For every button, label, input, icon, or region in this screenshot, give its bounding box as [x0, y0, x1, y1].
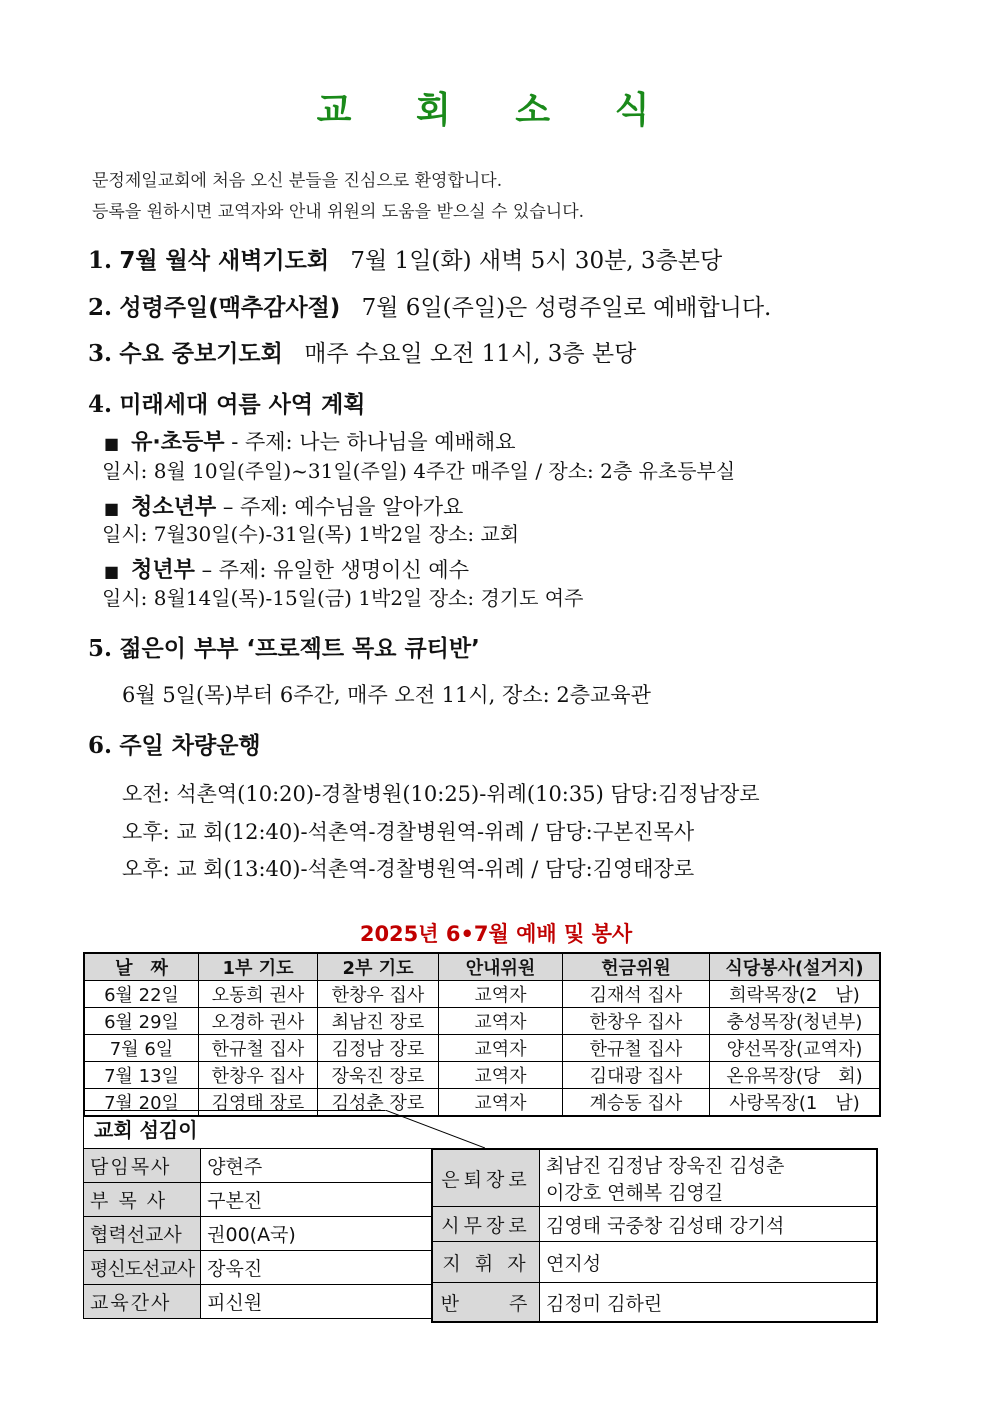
section-detail: 7월 6일(주일)은 성령주일로 예배합니다. — [361, 295, 772, 321]
staff-name: 권00(A국) — [201, 1217, 441, 1251]
staff-name: 구본진 — [201, 1183, 441, 1217]
table-row — [84, 1062, 880, 1089]
page-title: 교 회 소 식 — [316, 90, 676, 131]
section-5 — [88, 630, 480, 663]
table-cell: 오경하 권사 — [199, 1008, 318, 1035]
column-header: 1부 기도 — [199, 953, 318, 981]
group-name: 청년부 — [131, 558, 195, 583]
table-row — [84, 1035, 880, 1062]
table-cell: 김재석 집사 — [563, 981, 710, 1008]
service-schedule-table — [83, 952, 881, 1117]
staff-role: 평신도선교사 — [84, 1251, 201, 1285]
section-heading: 수요 중보기도회 — [119, 341, 283, 367]
table-cell: 희락목장(2 남) — [710, 981, 881, 1008]
section-heading: 주일 차량운행 — [119, 733, 261, 759]
table-cell: 교역자 — [439, 981, 563, 1008]
column-header: 2부 기도 — [318, 953, 439, 981]
section-2 — [88, 289, 771, 322]
section-number: 1. — [88, 247, 113, 274]
group-name: 유·초등부 — [131, 430, 225, 455]
table-cell: 7월 6일 — [84, 1035, 199, 1062]
intro-line-2: 등록을 원하시면 교역자와 안내 위원의 도움을 받으실 수 있습니다. — [92, 202, 585, 222]
section-number: 2. — [88, 294, 113, 321]
table-cell: 교역자 — [439, 1008, 563, 1035]
staff-name: 피신원 — [201, 1285, 441, 1319]
section-1 — [88, 242, 722, 275]
column-header: 헌금위원 — [563, 953, 710, 981]
table-cell: 6월 29일 — [84, 1008, 199, 1035]
staff-names — [540, 1149, 878, 1207]
staff-role: 은퇴장로 — [432, 1149, 540, 1207]
section-3 — [88, 335, 636, 368]
section-heading: 미래세대 여름 사역 계획 — [119, 392, 366, 418]
table-cell: 오동희 권사 — [199, 981, 318, 1008]
staff-section-title: 교회 섬김이 — [83, 1110, 385, 1148]
column-header: 날 짜 — [84, 953, 199, 981]
table-cell: 교역자 — [439, 1089, 563, 1117]
section-4 — [88, 386, 366, 419]
staff-row — [84, 1251, 441, 1285]
staff-name: 연지성 — [540, 1242, 878, 1283]
youth-group-teen — [104, 490, 463, 521]
table-cell: 충성목장(청년부) — [710, 1008, 881, 1035]
table-cell: 6월 22일 — [84, 981, 199, 1008]
staff-name-line: 이강호 연해복 김영길 — [546, 1182, 724, 1204]
staff-role: 부 목 사 — [84, 1183, 201, 1217]
column-header: 식당봉사(설거지) — [710, 953, 881, 981]
table-cell: 김영태 장로 — [199, 1089, 318, 1117]
column-header: 안내위원 — [439, 953, 563, 981]
section-number: 6. — [88, 732, 113, 759]
table-row — [84, 981, 880, 1008]
staff-row — [84, 1149, 441, 1183]
group-theme: - 주제: 나는 하나님을 예배해요 — [231, 430, 516, 454]
section-detail: 7월 1일(화) 새벽 5시 30분, 3층본당 — [350, 248, 723, 274]
route-afternoon-1: 오후: 교 회(12:40)-석촌역-경찰병원역-위례 / 담당:구본진목사 — [122, 820, 695, 844]
table-cell: 사랑목장(1 남) — [710, 1089, 881, 1117]
staff-role: 반 주 — [432, 1283, 540, 1323]
staff-row — [432, 1149, 877, 1207]
table-cell: 7월 20일 — [84, 1089, 199, 1117]
staff-name: 김정미 김하린 — [540, 1283, 878, 1323]
table-cell: 한창우 집사 — [563, 1008, 710, 1035]
staff-name: 양현주 — [201, 1149, 441, 1183]
table-cell: 7월 13일 — [84, 1062, 199, 1089]
staff-row — [84, 1183, 441, 1217]
staff-role: 지 휘 자 — [432, 1242, 540, 1283]
table-header-row — [84, 953, 880, 981]
staff-name: 김영태 국중창 김성태 강기석 — [540, 1207, 878, 1242]
table-cell: 한창우 집사 — [318, 981, 439, 1008]
group-name: 청소년부 — [131, 495, 217, 520]
staff-row — [432, 1242, 877, 1283]
section-heading: 성령주일(맥추감사절) — [119, 295, 341, 321]
table-cell: 교역자 — [439, 1035, 563, 1062]
table-cell: 김정남 장로 — [318, 1035, 439, 1062]
table-cell: 한규철 집사 — [563, 1035, 710, 1062]
table-cell: 양선목장(교역자) — [710, 1035, 881, 1062]
table-cell: 한규철 집사 — [199, 1035, 318, 1062]
route-morning: 오전: 석촌역(10:20)-경찰병원(10:25)-위례(10:35) 담당:김정남장로 — [122, 782, 760, 806]
section-number: 3. — [88, 340, 113, 367]
staff-role: 담임목사 — [84, 1149, 201, 1183]
diagonal-divider — [385, 1110, 485, 1148]
table-cell: 온유목장(당 회) — [710, 1062, 881, 1089]
staff-role: 시무장로 — [432, 1207, 540, 1242]
square-bullet-icon: ■ — [104, 499, 120, 518]
table-cell: 김대광 집사 — [563, 1062, 710, 1089]
youth-group-elementary — [104, 425, 516, 456]
staff-row — [432, 1283, 877, 1323]
table-cell: 계승동 집사 — [563, 1089, 710, 1117]
section-detail: 매주 수요일 오전 11시, 3층 본당 — [304, 341, 637, 367]
staff-name: 장욱진 — [201, 1251, 441, 1285]
staff-table-right — [431, 1148, 878, 1323]
group-detail-elementary: 일시: 8월 10일(주일)~31일(주일) 4주간 매주일 / 장소: 2층 유초등부실 — [102, 459, 736, 483]
staff-row — [84, 1217, 441, 1251]
square-bullet-icon: ■ — [104, 562, 120, 581]
section-heading: 젊은이 부부 ‘프로젝트 목요 큐티반’ — [119, 636, 480, 662]
section-heading: 7월 월삭 새벽기도회 — [119, 248, 330, 274]
section-number: 5. — [88, 635, 113, 662]
table-cell: 교역자 — [439, 1062, 563, 1089]
table-cell: 김성춘 장로 — [318, 1089, 439, 1117]
staff-row — [432, 1207, 877, 1242]
youth-group-young-adult — [104, 553, 469, 584]
staff-role: 협력선교사 — [84, 1217, 201, 1251]
group-detail-young-adult: 일시: 8월14일(목)-15일(금) 1박2일 장소: 경기도 여주 — [102, 586, 584, 610]
intro-line-1: 문정제일교회에 처음 오신 분들을 진심으로 환영합니다. — [92, 171, 503, 191]
table-row — [84, 1008, 880, 1035]
section-number: 4. — [88, 391, 113, 418]
church-staff-section — [83, 1110, 881, 1320]
staff-row — [84, 1285, 441, 1319]
section-6 — [88, 727, 261, 760]
section-5-detail: 6월 5일(목)부터 6주간, 매주 오전 11시, 장소: 2층교육관 — [122, 683, 651, 707]
group-detail-teen: 일시: 7월30일(수)-31일(목) 1박2일 장소: 교회 — [102, 522, 520, 546]
group-theme: – 주제: 예수님을 알아가요 — [222, 495, 464, 519]
table-cell: 한창우 집사 — [199, 1062, 318, 1089]
route-afternoon-2: 오후: 교 회(13:40)-석촌역-경찰병원역-위례 / 담당:김영태장로 — [122, 857, 695, 881]
square-bullet-icon: ■ — [104, 434, 120, 453]
table-cell: 최남진 장로 — [318, 1008, 439, 1035]
staff-role: 교육간사 — [84, 1285, 201, 1319]
table-cell: 장욱진 장로 — [318, 1062, 439, 1089]
staff-name-line: 최남진 김정남 장욱진 김성춘 — [546, 1155, 785, 1177]
schedule-title: 2025년 6•7월 예배 및 봉사 — [359, 922, 633, 946]
group-theme: – 주제: 유일한 생명이신 예수 — [201, 558, 469, 582]
staff-table-left — [83, 1148, 441, 1319]
